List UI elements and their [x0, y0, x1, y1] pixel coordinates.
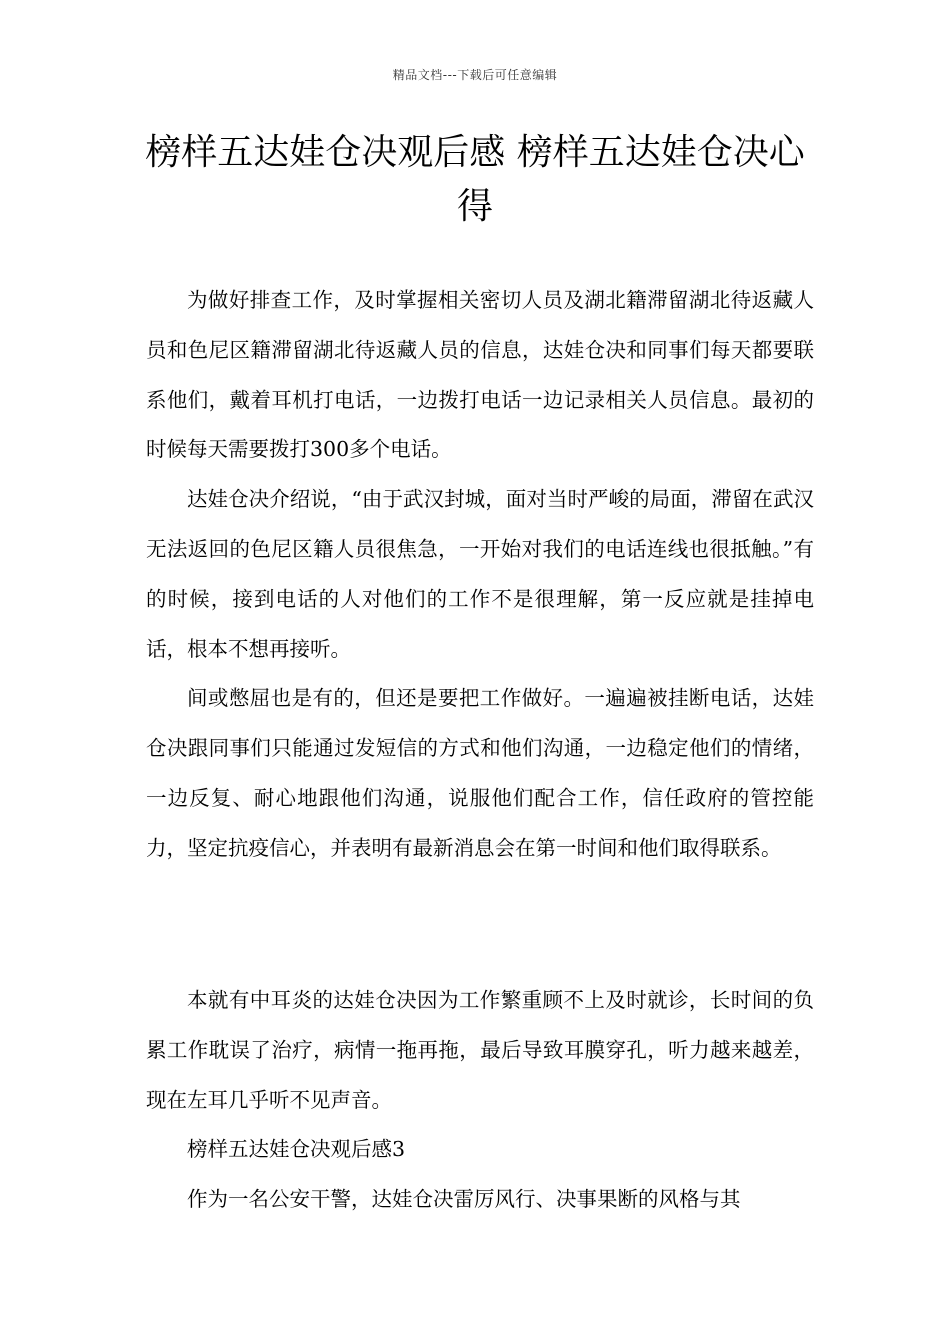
paragraph: 间或憋屈也是有的，但还是要把工作做好。一遍遍被挂断电话，达娃仓决跟同事们只能通过发短信的方式和他们沟通，一边稳定他们的情绪，一边反复、耐心地跟他们沟通，说服他们配合工作，信任政府的管控能力，坚定抗疫信心，并表明有最新消息会在第一时间和他们取得联系。	[146, 686, 814, 860]
paragraph: 本就有中耳炎的达娃仓决因为工作繁重顾不上及时就诊，长时间的负累工作耽误了治疗，病情一拖再拖，最后导致耳膜穿孔，听力越来越差，现在左耳几乎听不见声音。	[146, 988, 814, 1112]
section-heading: 榜样五达娃仓决观后感3	[187, 1137, 406, 1162]
header-note: 精品文档---下载后可任意编辑	[392, 68, 558, 82]
body-section-2	[146, 976, 814, 1225]
paragraph: 为做好排查工作，及时掌握相关密切人员及湖北籍滞留湖北待返藏人员和色尼区籍滞留湖北待返藏人员的信息，达娃仓决和同事们每天都要联系他们，戴着耳机打电话，一边拨打电话一边记录相关人员信息。最初的时候每天需要拨打300多个电话。	[146, 288, 814, 462]
paragraph: 达娃仓决介绍说，“由于武汉封城，面对当时严峻的局面，滞留在武汉无法返回的色尼区籍人员很焦急，一开始对我们的电话连线也很抵触。”有的时候，接到电话的人对他们的工作不是很理解，第一反应就是挂掉电话，根本不想再接听。	[146, 487, 814, 661]
paragraph: 作为一名公安干警，达娃仓决雷厉风行、决事果断的风格与其	[187, 1187, 741, 1212]
body-section-1	[146, 276, 814, 874]
document-title: 榜样五达娃仓决观后感 榜样五达娃仓决心得	[145, 132, 805, 227]
